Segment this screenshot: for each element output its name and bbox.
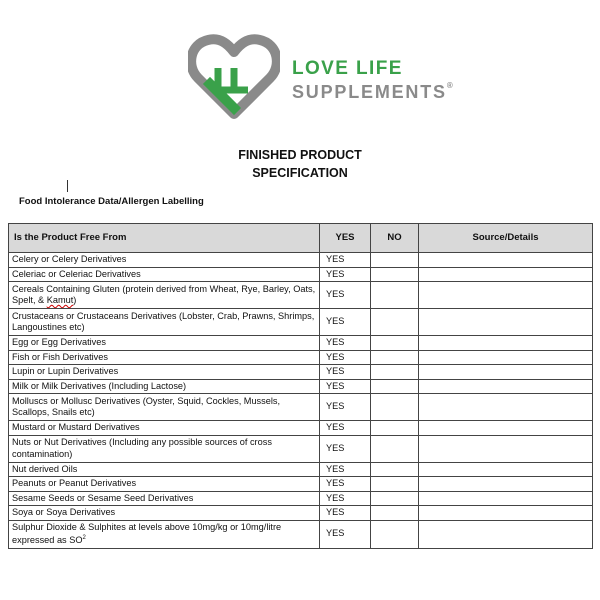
row-source xyxy=(419,435,593,462)
row-item: Egg or Egg Derivatives xyxy=(9,336,320,351)
document-title-line2: SPECIFICATION xyxy=(252,166,348,180)
row-no xyxy=(371,253,419,268)
row-item: Nuts or Nut Derivatives (Including any possible sources of cross contamination) xyxy=(9,435,320,462)
row-no xyxy=(371,267,419,282)
row-item: Crustaceans or Crustaceans Derivatives (Lobster, Crab, Prawns, Shrimps, Langoustines etc) xyxy=(9,309,320,336)
row-no xyxy=(371,350,419,365)
row-source xyxy=(419,282,593,309)
table-row xyxy=(9,435,593,462)
table-row xyxy=(9,350,593,365)
row-no xyxy=(371,379,419,394)
row-source xyxy=(419,421,593,436)
registered-mark: ® xyxy=(446,81,453,90)
row-no xyxy=(371,336,419,351)
row-yes: YES xyxy=(320,462,371,477)
row-source xyxy=(419,462,593,477)
row-source xyxy=(419,350,593,365)
table-row xyxy=(9,491,593,506)
table-row xyxy=(9,394,593,421)
row-source xyxy=(419,365,593,380)
table-row xyxy=(9,506,593,521)
row-source xyxy=(419,520,593,548)
header-no: NO xyxy=(371,224,419,253)
row-source xyxy=(419,309,593,336)
row-item: Soya or Soya Derivatives xyxy=(9,506,320,521)
row-source xyxy=(419,267,593,282)
heart-ll-logo-icon xyxy=(188,30,280,122)
section-label: Food Intolerance Data/Allergen Labelling xyxy=(19,196,204,207)
header-yes: YES xyxy=(320,224,371,253)
row-no xyxy=(371,491,419,506)
row-item: Sesame Seeds or Sesame Seed Derivatives xyxy=(9,491,320,506)
row-source xyxy=(419,394,593,421)
brand-name-line2: SUPPLEMENTS® xyxy=(292,81,453,102)
row-source xyxy=(419,336,593,351)
row-yes: YES xyxy=(320,309,371,336)
row-yes: YES xyxy=(320,435,371,462)
row-item: Nut derived Oils xyxy=(9,462,320,477)
row-source xyxy=(419,477,593,492)
header-free-from: Is the Product Free From xyxy=(9,224,320,253)
row-item: Sulphur Dioxide & Sulphites at levels above 10mg/kg or 10mg/litre expressed as $SO^2$ xyxy=(9,520,320,548)
row-yes: YES xyxy=(320,350,371,365)
row-no xyxy=(371,462,419,477)
row-yes: YES xyxy=(320,394,371,421)
table-row xyxy=(9,477,593,492)
row-no xyxy=(371,282,419,309)
row-no xyxy=(371,477,419,492)
table-row xyxy=(9,520,593,548)
row-source xyxy=(419,253,593,268)
table-row xyxy=(9,462,593,477)
row-source xyxy=(419,379,593,394)
row-no xyxy=(371,520,419,548)
text-cursor xyxy=(67,180,68,192)
row-item: Celery or Celery Derivatives xyxy=(9,253,320,268)
row-yes: YES xyxy=(320,336,371,351)
table-row xyxy=(9,365,593,380)
row-no xyxy=(371,421,419,436)
row-yes: YES xyxy=(320,267,371,282)
row-yes: YES xyxy=(320,491,371,506)
row-no xyxy=(371,435,419,462)
table-row xyxy=(9,282,593,309)
row-yes: YES xyxy=(320,379,371,394)
table-row xyxy=(9,267,593,282)
row-yes: YES xyxy=(320,253,371,268)
allergen-table xyxy=(8,223,593,549)
table-row xyxy=(9,379,593,394)
brand-name-line1: LOVE LIFE xyxy=(292,58,403,79)
row-source xyxy=(419,491,593,506)
row-item: Celeriac or Celeriac Derivatives xyxy=(9,267,320,282)
row-item: Milk or Milk Derivatives (Including Lactose) xyxy=(9,379,320,394)
table-row xyxy=(9,336,593,351)
table-row xyxy=(9,421,593,436)
row-item: Lupin or Lupin Derivatives xyxy=(9,365,320,380)
header-source-details: Source/Details xyxy=(419,224,593,253)
row-item: Molluscs or Mollusc Derivatives (Oyster, Squid, Cockles, Mussels, Scallops, Snails etc) xyxy=(9,394,320,421)
table-row xyxy=(9,253,593,268)
subscript-2: 2 xyxy=(82,535,86,541)
row-yes: YES xyxy=(320,365,371,380)
row-yes: YES xyxy=(320,506,371,521)
row-source xyxy=(419,506,593,521)
row-item: Peanuts or Peanut Derivatives xyxy=(9,477,320,492)
table-header-row xyxy=(9,224,593,253)
row-item: Mustard or Mustard Derivatives xyxy=(9,421,320,436)
row-yes: YES xyxy=(320,282,371,309)
row-no xyxy=(371,394,419,421)
spellcheck-word: Kamut xyxy=(46,295,74,305)
row-item: Cereals Containing Gluten (protein derived from Wheat, Rye, Barley, Oats, Spelt, & Kamut) xyxy=(9,282,320,309)
row-yes: YES xyxy=(320,520,371,548)
row-no xyxy=(371,506,419,521)
row-item: Fish or Fish Derivatives xyxy=(9,350,320,365)
brand-logo xyxy=(188,30,468,122)
row-yes: YES xyxy=(320,477,371,492)
row-no xyxy=(371,365,419,380)
row-no xyxy=(371,309,419,336)
table-row xyxy=(9,309,593,336)
document-title-line1: FINISHED PRODUCT xyxy=(238,148,362,162)
row-yes: YES xyxy=(320,421,371,436)
